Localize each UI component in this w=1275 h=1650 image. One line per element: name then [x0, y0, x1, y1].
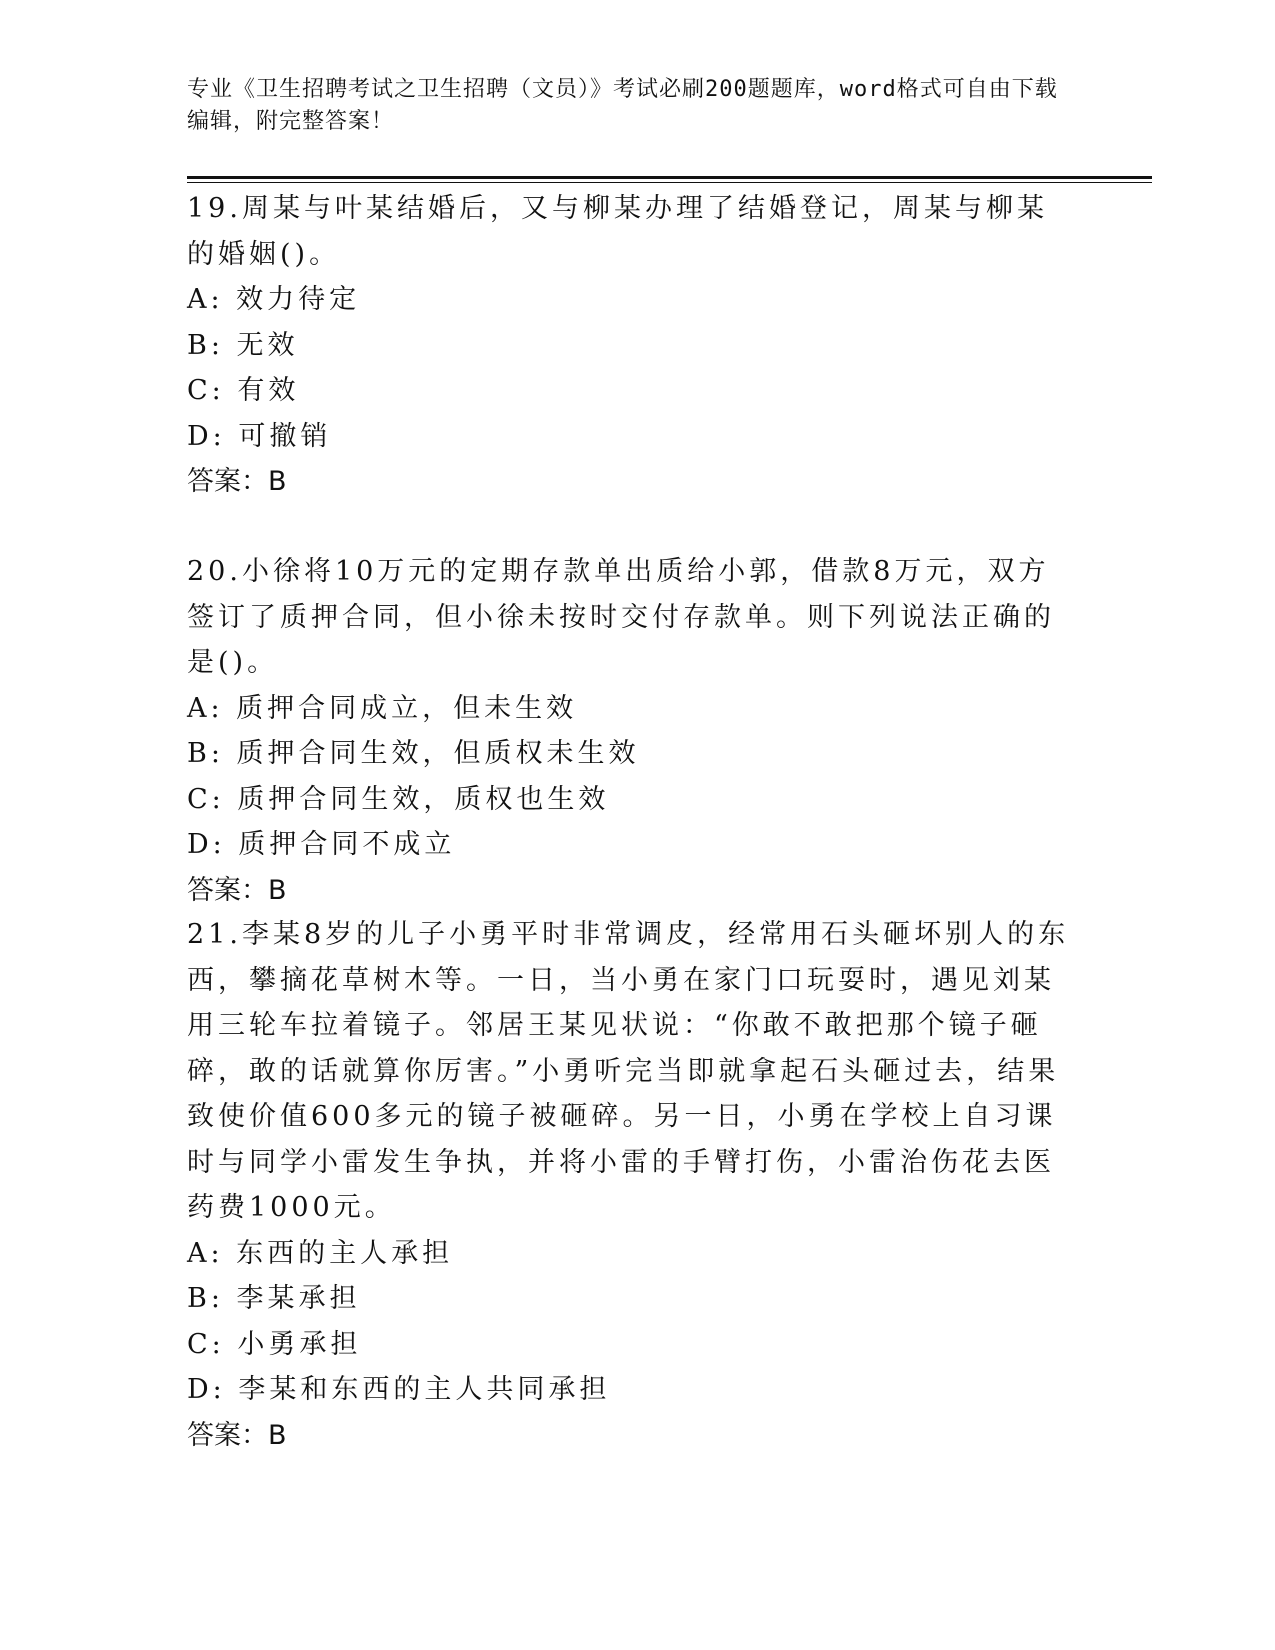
question-stem: 20.小徐将10万元的定期存款单出质给小郭，借款8万元，双方签订了质押合同，但小徐未按时交付存款单。则下列说法正确的是()。 — [187, 556, 1055, 678]
question-19 — [187, 186, 1077, 505]
option-a: A: 效力待定 — [187, 284, 361, 315]
option-b: B: 李某承担 — [187, 1283, 361, 1314]
question-stem: 19.周某与叶某结婚后，又与柳某办理了结婚登记，周某与柳某的婚姻()。 — [187, 193, 1048, 270]
option-d: D: 可撤销 — [187, 420, 332, 452]
header-divider-thick — [187, 176, 1152, 179]
option-c: C: 质押合同生效，质权也生效 — [187, 783, 610, 815]
question-stem: 21.李某8岁的儿子小勇平时非常调皮，经常用石头砸坏别人的东西，攀摘花草树木等。一日，当小勇在家门口玩耍时，遇见刘某用三轮车拉着镜子。邻居王某见状说：“你敢不敢把那个镜子砸碎，敢的话就算你厉害。”小勇听完当即就拿起石头砸过去，结果致使价值600多元的镜子被砸碎。另一日，小勇在学校上自习课时与同学小雷发生争执，并将小雷的手臂打伤，小雷治伤花去医药费1000元。 — [187, 919, 1070, 1223]
document-header: 专业《卫生招聘考试之卫生招聘（文员）》考试必刷200题题库，word格式可自由下载编辑，附完整答案！ — [187, 77, 1058, 134]
answer: 答案：B — [187, 1419, 287, 1451]
question-20 — [187, 549, 1077, 913]
question-21 — [187, 912, 1077, 1458]
option-a: A: 质押合同成立，但未生效 — [187, 692, 578, 724]
header-divider-thin — [187, 182, 1152, 183]
answer: 答案：B — [187, 874, 287, 906]
option-c: C: 有效 — [187, 375, 300, 406]
answer: 答案：B — [187, 466, 287, 497]
option-c: C: 小勇承担 — [187, 1328, 362, 1360]
option-d: D: 李某和东西的主人共同承担 — [187, 1374, 611, 1405]
option-b: B: 无效 — [187, 329, 299, 361]
option-d: D: 质押合同不成立 — [187, 829, 456, 860]
option-b: B: 质押合同生效，但质权未生效 — [187, 738, 640, 769]
option-a: A: 东西的主人承担 — [187, 1237, 454, 1269]
